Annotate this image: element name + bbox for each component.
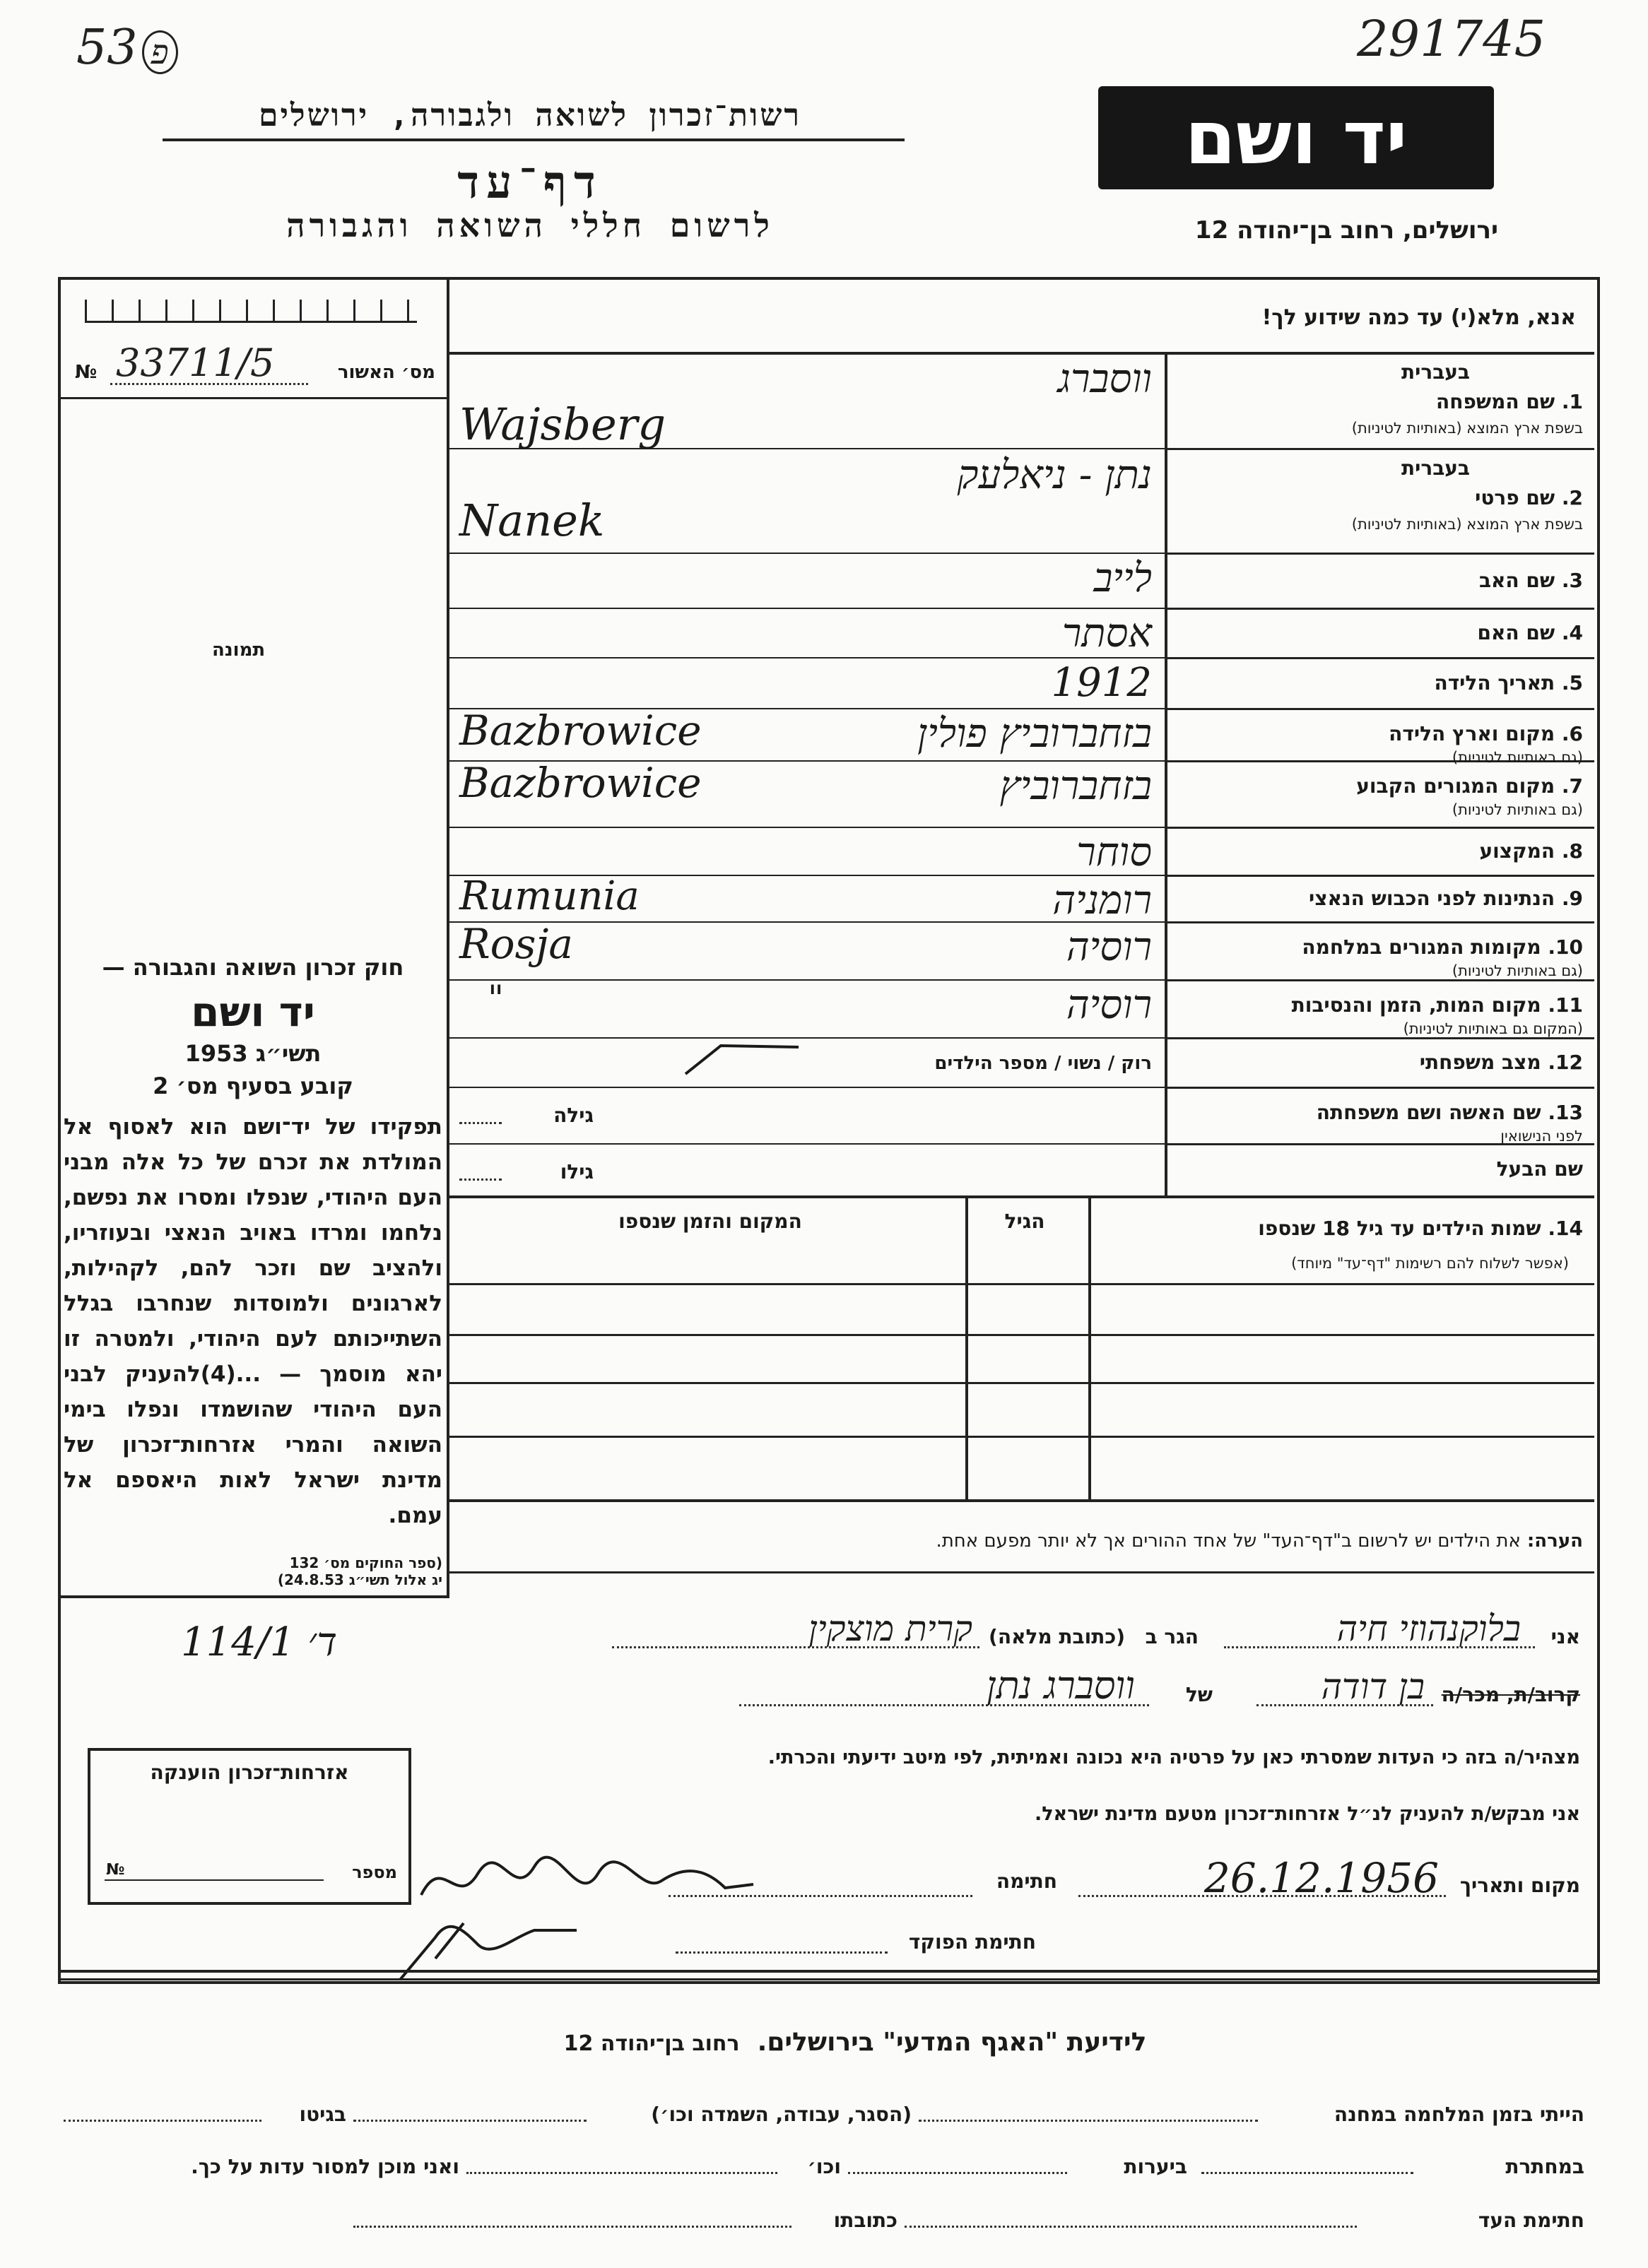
decl-signature-label: חתימה	[996, 1870, 1057, 1893]
form-subtitle: לרשום חללי השואה והגבורה	[286, 206, 774, 244]
registration-value: 33711/5	[116, 341, 275, 385]
decl-name: בלוקנהוזי חיה	[1336, 1608, 1521, 1649]
citizenship-title: אזרחות־זכרון הוענקה	[150, 1761, 349, 1784]
footer-row2-dots-a	[1201, 2172, 1413, 2174]
logo-text: יד ושם	[1184, 95, 1408, 181]
footer-row2-a: במחתרת	[1505, 2155, 1584, 2178]
citizenship-number-label: מספר	[352, 1862, 397, 1882]
field-row-line	[1167, 553, 1594, 555]
footer-top-line-2	[58, 1978, 1597, 1980]
field-sublabel: (גם באותיות לטיניות)	[1452, 749, 1583, 766]
children-col-2	[1088, 1197, 1091, 1501]
decl-address-margin: ד׳ 114/1	[181, 1619, 338, 1665]
field-hebrew-value: רוק / נשוי / מספר הילדים	[934, 1053, 1152, 1074]
field-row-line	[1167, 827, 1594, 829]
form-title: דף־עד	[457, 157, 603, 209]
decl-request: אני מבקש/ת להעניק לנ״ל אזרחות־זכרון מטעם מדינת ישראל.	[1034, 1803, 1580, 1825]
field-label: 7. מקום המגורים הקבוע	[1356, 774, 1583, 798]
answer-row-line	[449, 1037, 1166, 1039]
answer-row-line	[449, 608, 1166, 609]
registration-no-sign: №	[75, 362, 98, 383]
footer-row3-dots-a	[905, 2226, 1357, 2228]
field-hebrew-value: ווסברג	[1057, 356, 1152, 402]
decl-statement: מצהיר/ה בזה כי העדות שמסרתי כאן על פרטיה היא נכונה ואמיתית, לפי מיטב ידיעתי והכרתי.	[767, 1747, 1580, 1768]
photo-label: תמונה	[212, 639, 266, 661]
field-sublabel: לפני הנישואין	[1500, 1128, 1583, 1145]
children-row-2	[449, 1334, 1594, 1336]
field-label: 6. מקום וארץ הלידה	[1389, 722, 1583, 745]
field-label: 13. שם האשה ושם משפחתה	[1316, 1101, 1583, 1124]
children-col-age: הגיל	[1004, 1210, 1045, 1233]
law-clause: קובע בסעיף מס׳ 2	[153, 1073, 353, 1099]
field-label: 10. מקומות המגורים במלחמה	[1302, 935, 1583, 959]
decl-resident: הגר ב	[1145, 1625, 1199, 1648]
field-label: 2. שם פרטי	[1475, 486, 1583, 509]
field-latin-value: Bazbrowice	[459, 707, 702, 755]
footer-title-row	[466, 2028, 1244, 2057]
footer-row2-dots-b	[848, 2172, 1067, 2174]
children-top	[449, 1195, 1594, 1198]
children-note: הערה: את הילדים יש לרשום ב"דף־העד" של אחד ההורים אך לא יותר מפעם אחת.	[936, 1530, 1583, 1552]
citizenship-box	[88, 1748, 411, 1905]
footer-row1-c: בגיטו	[299, 2103, 346, 2126]
answer-row-line	[449, 1087, 1166, 1088]
law-title: חוק זכרון השואה והגבורה —	[102, 954, 404, 981]
registration-ticks	[85, 300, 417, 323]
children-row-1	[449, 1283, 1594, 1285]
field-hebrew-value: לייב	[1093, 555, 1152, 601]
field-hebrew-value: נתן - ניאלעק	[957, 452, 1152, 498]
footer-row1-b: (הסגר, עבודה, השמדה וכו׳)	[651, 2103, 912, 2126]
law-ref2: יג אלול תשי״ג 24.8.53)	[277, 1571, 442, 1588]
field-latin-value: Rosja	[459, 920, 573, 968]
answer-row-line	[449, 827, 1166, 828]
answer-row-line	[449, 1143, 1166, 1145]
footer-title: לידיעת "האגף המדעי" בירושלים.	[757, 2028, 1147, 2057]
field-row-line	[1167, 875, 1594, 877]
decl-address-dots	[612, 1646, 979, 1648]
footer-row2-b: ביערות	[1124, 2155, 1187, 2178]
decl-relation-of-dots	[739, 1704, 1149, 1706]
decl-name-dots	[1224, 1646, 1535, 1648]
footer-row1-a: הייתי בזמן המלחמה במחנה	[1334, 2103, 1584, 2126]
field-row-line	[1167, 979, 1594, 981]
field-row-line	[1167, 1037, 1594, 1039]
field-hebrew-tag: בעברית	[1401, 456, 1470, 480]
field-sublabel: (גם באותיות לטיניות)	[1452, 801, 1583, 818]
decl-relation-of: ווסברג נתן	[986, 1663, 1135, 1708]
field-hebrew-value: אסתר	[1061, 610, 1152, 656]
decl-relation-label: קרוב/ת, מכר/ה	[1441, 1683, 1580, 1706]
children-col-1	[965, 1197, 968, 1501]
law-ref: (ספר החוקים מס׳ 132	[289, 1554, 442, 1571]
footer-top-line-1	[58, 1970, 1597, 1973]
children-row-4	[449, 1436, 1594, 1438]
decl-date-dots	[1078, 1895, 1446, 1897]
field-hebrew-value: בזחברוביץ פולין	[917, 711, 1152, 757]
archive-number-handwritten: 291745	[1357, 10, 1546, 68]
left-column-divider	[447, 277, 449, 1597]
marital-status-stroke	[678, 1039, 806, 1081]
note-bottom	[449, 1571, 1594, 1573]
decl-officer-label: חתימת הפוקד	[908, 1930, 1036, 1954]
field-hebrew-value: רוסיה	[1066, 924, 1152, 970]
authority-name: רשות־זכרון לשואה ולגבורה, ירושלים	[259, 98, 801, 134]
footer-row3-b: כתובתו	[833, 2209, 897, 2232]
field-row-line	[1167, 921, 1594, 923]
field-age-label: גילו	[560, 1160, 594, 1183]
page-number-handwritten: 53 פ	[76, 20, 178, 76]
law-block	[64, 954, 442, 1593]
footer-row1-dots-c	[64, 2120, 261, 2122]
field-sublabel: (המקום גם באותיות לטיניות)	[1403, 1020, 1583, 1037]
field-row-line	[1167, 448, 1594, 450]
field-latin-value: "	[488, 978, 504, 1019]
footer-row3-a: חתימת העד	[1478, 2209, 1584, 2232]
field-latin-value: Bazbrowice	[459, 759, 702, 807]
decl-i: אני	[1550, 1625, 1580, 1648]
children-col-place: המקום והזמן שנספו	[618, 1210, 802, 1233]
decl-place-date-label: מקום ותאריך	[1459, 1874, 1580, 1897]
decl-relation: בן דודה	[1321, 1666, 1425, 1707]
field-label: 3. שם האב	[1478, 569, 1583, 592]
footer-address: רחוב בן־יהודה 12	[563, 2031, 740, 2056]
yad-vashem-logo	[1098, 86, 1494, 189]
field-sublabel: (גם באותיות לטיניות)	[1452, 962, 1583, 979]
field-label: 11. מקום המות, הזמן והנסיבות	[1291, 993, 1583, 1017]
field-hebrew-value: בזחברוביץ	[999, 763, 1152, 809]
field-label: 4. שם האם	[1477, 621, 1583, 644]
answer-row-line	[449, 657, 1166, 658]
footer-row2-c: וכו׳	[807, 2155, 841, 2178]
law-logo: יד ושם	[191, 988, 315, 1036]
please-underline	[449, 352, 1594, 355]
field-row-line	[1167, 708, 1594, 710]
law-year: תשי״ג 1953	[184, 1040, 322, 1067]
field-label: 5. תאריך הלידה	[1434, 671, 1583, 695]
field-latin-value: Wajsberg	[459, 398, 666, 450]
field-label: שם הבעל	[1496, 1157, 1583, 1181]
field-label: 8. המקצוע	[1479, 839, 1583, 863]
children-bottom	[449, 1499, 1594, 1502]
children-label: 14. שמות הילדים עד גיל 18 שנספו	[1258, 1217, 1583, 1240]
registration-label: מס׳ האשור	[337, 362, 435, 383]
footer-row2-dots-c	[466, 2172, 777, 2174]
field-age-dots	[459, 1122, 502, 1124]
field-hebrew-tag: בעברית	[1401, 360, 1470, 384]
registration-dots	[110, 383, 308, 385]
footer-row2-d: ואני מוכן למסור עדות על כך.	[191, 2155, 459, 2178]
field-row-line	[1167, 657, 1594, 659]
field-age-label: גילה	[553, 1104, 594, 1127]
field-row-line	[1167, 1087, 1594, 1089]
field-latin-value: Nanek	[459, 495, 605, 546]
field-label: 1. שם המשפחה	[1436, 390, 1583, 413]
registration-bottom	[61, 397, 447, 399]
field-label: 9. הנתינות לפני הכבוש הנאצי	[1309, 887, 1583, 910]
address-line: ירושלים, רחוב בן־יהודה 12	[1194, 216, 1498, 244]
registration-box	[61, 277, 447, 398]
answer-row-line	[449, 553, 1166, 554]
decl-address-label: (כתובת מלאה)	[989, 1625, 1125, 1648]
footer-row3-dots-b	[353, 2226, 791, 2228]
citizenship-no-sign: №	[106, 1861, 125, 1879]
field-hebrew-value: 1912	[1051, 660, 1152, 706]
decl-officer-dots	[676, 1951, 888, 1954]
children-row-3	[449, 1382, 1594, 1384]
answer-row-line	[449, 979, 1166, 981]
decl-of: של	[1185, 1683, 1213, 1706]
law-text: תפקידו של יד־ושם הוא לאסוף אל המולדת את זכרם של כל אלה מבני העם היהודי, שנפלו ומסרו את נפשם, נלחמו ומרדו באויב הנאצי ובעוזריו, ולהציב שם וזכר להם, לקהילות, לארגונים ולמוסדות שנחרבו בגלל השתייכותם לעם היהודי, ולמטרה זו יהא מוסמך — ...(4)להעניק לבני העם היהודי שהושמדו ונפלו בימי השואה והמרי אזרחות־זכרון של מדינת ישראל לאות היאספם אל עמם.	[64, 1114, 442, 1528]
field-age-dots	[459, 1179, 502, 1181]
footer-row1-dots-a	[919, 2120, 1258, 2122]
label-column-divider	[1165, 353, 1167, 1195]
field-hebrew-value: סוחר	[1076, 829, 1152, 875]
field-label: 12. מצב משפחתי	[1419, 1051, 1583, 1074]
field-hebrew-value: רוסיה	[1066, 982, 1152, 1028]
authority-underline	[163, 138, 905, 141]
field-sublabel: בשפת ארץ המוצא (באותיות לטיניות)	[1351, 516, 1583, 533]
field-latin-value: Rumunia	[459, 873, 640, 919]
decl-address: קרית מוצקין	[808, 1608, 972, 1649]
field-row-line	[1167, 608, 1594, 610]
please-fill: אנא, מלא(י) עד כמה שידוע לך!	[1261, 305, 1576, 330]
field-hebrew-value: רומניה	[1052, 878, 1152, 923]
decl-date: 26.12.1956	[1203, 1854, 1439, 1902]
field-sublabel: בשפת ארץ המוצא (באותיות לטיניות)	[1351, 420, 1583, 437]
children-sub: (אפשר לשלוח להם רשימות "דף־עד" מיוחד)	[1291, 1255, 1569, 1272]
footer-row1-dots-b	[353, 2120, 587, 2122]
decl-relation-dots	[1256, 1704, 1433, 1706]
officer-signature	[393, 1909, 647, 1987]
citizenship-number-line	[105, 1879, 324, 1881]
